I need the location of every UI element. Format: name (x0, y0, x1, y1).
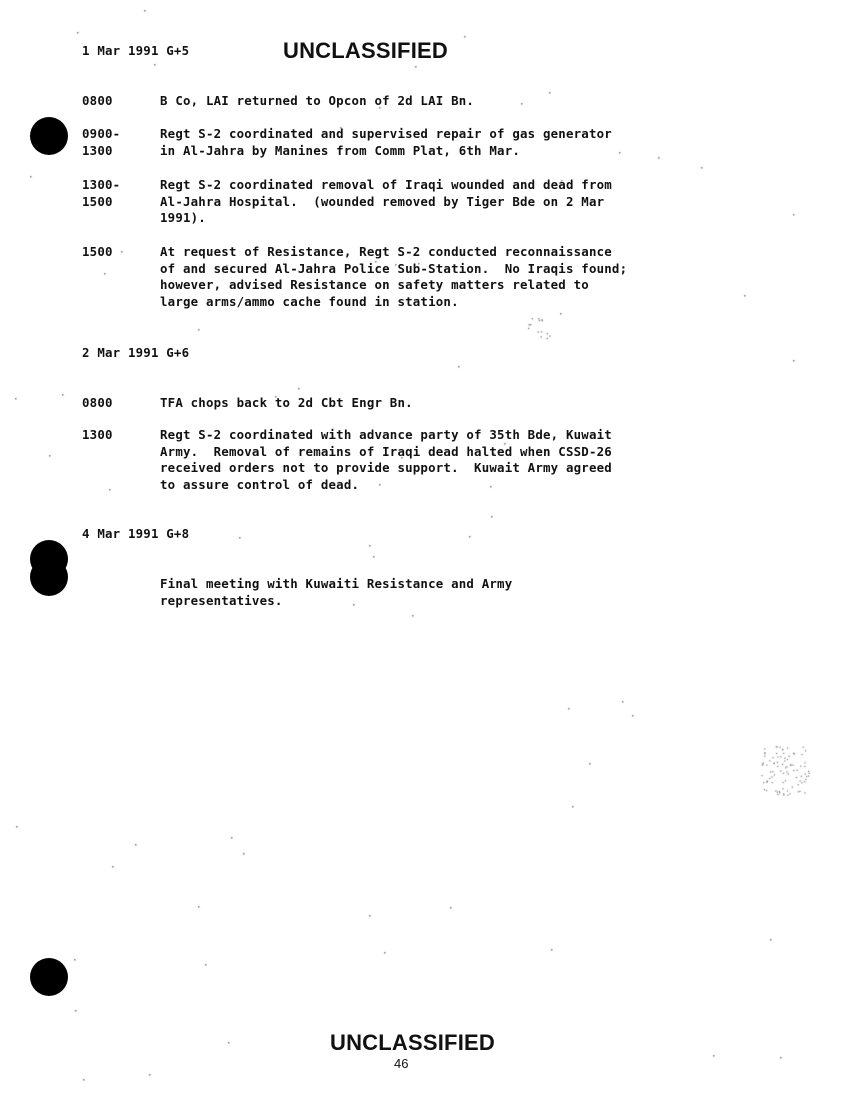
entry-time: 1300- 1500 (82, 177, 121, 209)
entry-text: Final meeting with Kuwaiti Resistance and Army representatives. (160, 576, 513, 608)
entry-time: 1300 (82, 427, 113, 442)
entry-text: Regt S-2 coordinated removal of Iraqi wounded and dead from Al-Jahra Hospital. (wounded removed by Tiger Bde on 2 Mar 1991). (160, 177, 612, 225)
entry-time: 0900- 1300 (82, 126, 121, 158)
section-date: 2 Mar 1991 G+6 (82, 345, 190, 360)
punch-hole-bottom (30, 958, 68, 996)
entry-time: 0800 (82, 93, 113, 108)
punch-hole-middle-lower (30, 558, 68, 596)
punch-hole-top (30, 117, 68, 155)
section-date: 4 Mar 1991 G+8 (82, 526, 190, 541)
entry-text: Regt S-2 coordinated and supervised repair of gas generator in Al-Jahra by Manines from Comm Plat, 6th Mar. (160, 126, 612, 158)
header-classification: UNCLASSIFIED (283, 38, 448, 63)
entry-text: Regt S-2 coordinated with advance party of 35th Bde, Kuwait Army. Removal of remains of Iraqi dead halted when CSSD-26 received orders not to provide support. Kuwait Army agreed to assure control of dead. (160, 427, 612, 492)
entry-time: 0800 (82, 395, 113, 410)
entry-time: 1500 (82, 244, 113, 259)
entry-text: B Co, LAI returned to Opcon of 2d LAI Bn. (160, 93, 475, 108)
entry-text: At request of Resistance, Regt S-2 conducted reconnaissance of and secured Al-Jahra Police Sub-Station. No Iraqis found; however, advised Resistance on safety matters related to large arms/ammo cache found in station. (160, 244, 628, 309)
page-number: 46 (394, 1056, 409, 1071)
entry-text: TFA chops back to 2d Cbt Engr Bn. (160, 395, 413, 410)
header-date: 1 Mar 1991 G+5 (82, 43, 190, 58)
footer-classification: UNCLASSIFIED (330, 1030, 495, 1055)
